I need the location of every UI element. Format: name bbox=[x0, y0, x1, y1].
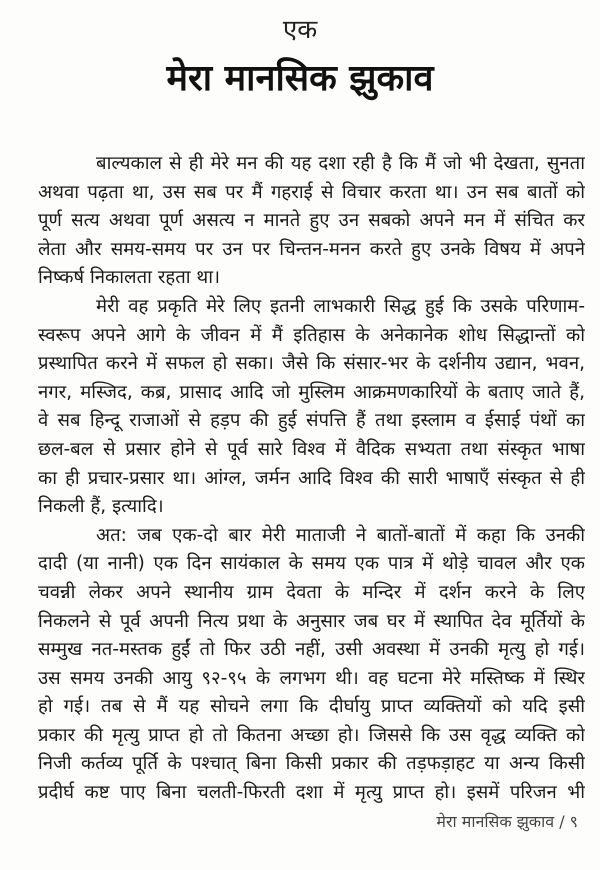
text-line: पूर्ण सत्य अथवा पूर्ण असत्य न मानते हुए उन सबको अपने मन में संचित कर bbox=[38, 210, 585, 232]
chapter-number: एक bbox=[282, 15, 318, 45]
text-line: छल-बल से प्रसार होने से पूर्व सारे विश्व में वैदिक सभ्यता तथा संस्कृत भाषा bbox=[38, 438, 585, 460]
page-footer: मेरा मानसिक झुकाव / ९ bbox=[436, 812, 578, 831]
text-line: प्रदीर्घ कष्ट पाए बिना चलती-फिरती दशा में मृत्यु प्राप्त हो। इसमें परिजन भी bbox=[38, 782, 585, 804]
text-line: हो गई। तब से मैं यह सोचने लगा कि दीर्घायु प्राप्त व्यक्तियों को यदि इसी bbox=[38, 696, 585, 718]
text-line: अत: जब एक-दो बार मेरी माताजी ने बातों-बातों में कहा कि उनकी bbox=[96, 524, 585, 546]
text-line: वे सब हिन्दू राजाओं से हड़प की हुई संपत्ति हैं तथा इस्लाम व ईसाई पंथों का bbox=[38, 410, 585, 432]
text-line: प्रस्थापित करने में सफल हो सका। जैसे कि संसार-भर के दर्शनीय उद्यान, भवन, bbox=[38, 353, 585, 375]
text-line: प्रकार की मृत्यु प्राप्त हो तो कितना अच्छा हो। जिससे कि उस वृद्ध व्यक्ति को bbox=[38, 724, 585, 746]
text-line: दादी (या नानी) एक दिन सायंकाल के समय एक पात्र में थोड़े चावल और एक bbox=[38, 553, 585, 575]
text-line: उस समय उनकी आयु ९२-९५ के लगभग थी। वह घटना मेरे मस्तिष्क में स्थिर bbox=[38, 667, 585, 689]
text-line: लेता और समय-समय पर उन पर चिन्तन-मनन करते हुए उनके विषय में अपने bbox=[38, 238, 585, 260]
text-line: सम्मुख नत-मस्तक हुईं तो फिर उठी नहीं, उसी अवस्था में उनकी मृत्यु हो गई। bbox=[38, 639, 585, 661]
text-line: निष्कर्ष निकालता रहता था। bbox=[38, 267, 221, 289]
text-line: स्वरूप अपने आगे के जीवन में मैं इतिहास के अनेकानेक शोध सिद्धान्तों को bbox=[38, 324, 585, 346]
chapter-title: मेरा मानसिक झुकाव bbox=[166, 58, 434, 99]
body-text bbox=[38, 150, 585, 808]
text-line: चवन्नी लेकर अपने स्थानीय ग्राम देवता के मन्दिर में दर्शन करने के लिए bbox=[38, 581, 585, 603]
text-line: बाल्यकाल से ही मेरे मन की यह दशा रही है कि मैं जो भी देखता, सुनता bbox=[96, 153, 585, 174]
text-line: निकलने से पूर्व अपनी नित्य प्रथा के अनुसार जब घर में स्थापित देव मूर्तियों के bbox=[38, 610, 585, 632]
text-line: निजी कर्तव्य पूर्ति के पश्चात् बिना किसी प्रकार की तड़फड़ाहट या अन्य किसी bbox=[38, 753, 585, 775]
text-line: मेरी वह प्रकृति मेरे लिए इतनी लाभकारी सिद्ध हुई कि उसके परिणाम- bbox=[96, 295, 585, 317]
text-line: अथवा पढ़ता था, उस सब पर मैं गहराई से विचार करता था। उन सब बातों को bbox=[38, 181, 585, 203]
text-line: का ही प्रचार-प्रसार था। आंग्ल, जर्मन आदि विश्व की सारी भाषाएँ संस्कृत से ही bbox=[38, 467, 585, 489]
text-line: नगर, मस्जिद, कब्र, प्रासाद आदि जो मुस्लिम आक्रमणकारियों के बताए जाते हैं, bbox=[38, 381, 585, 403]
text-line: निकली हैं, इत्यादि। bbox=[38, 496, 164, 518]
